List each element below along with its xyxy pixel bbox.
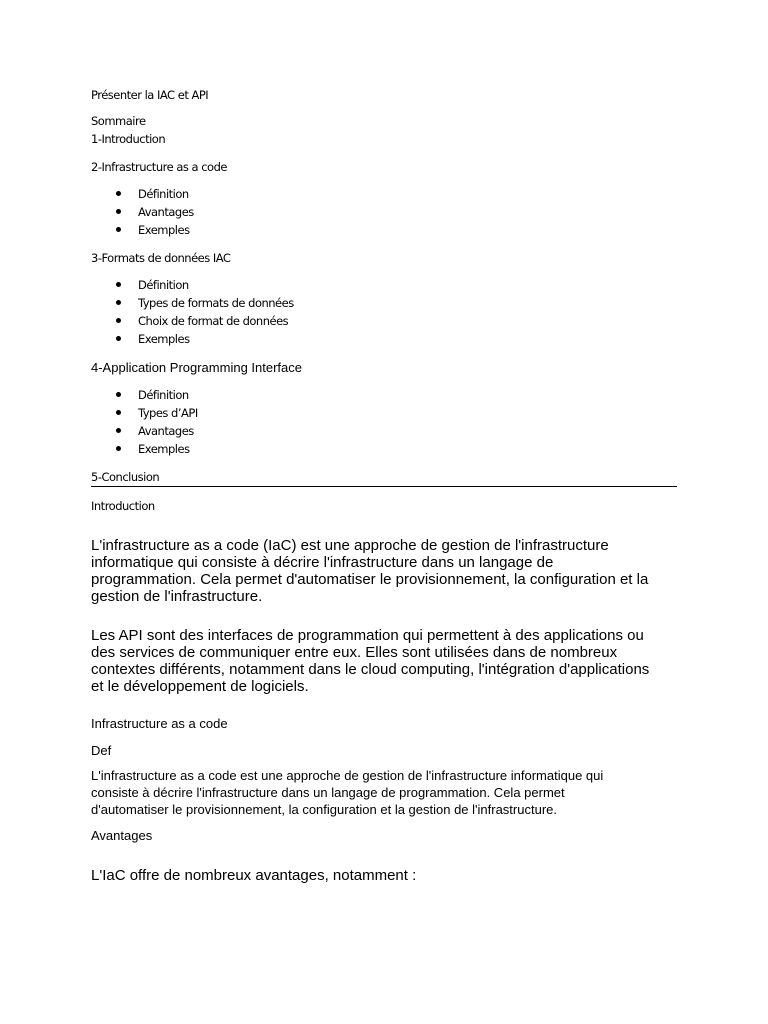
paragraph-line: informatique qui consiste à décrire l'infrastructure dans un langage de xyxy=(91,554,554,571)
def-paragraph xyxy=(91,767,603,818)
summary-item-introduction: 1-Introduction xyxy=(91,132,166,146)
paragraph-line: programmation. Cela permet d'automatiser le provisionnement, la configuration et la xyxy=(91,571,649,588)
bullet-item: Exemples xyxy=(91,440,198,458)
section-divider xyxy=(91,486,677,487)
summary-bullet-list xyxy=(91,185,194,239)
summary-heading: Sommaire xyxy=(91,114,146,128)
paragraph-line: contextes différents, notamment dans le cloud computing, l'intégration d'applications xyxy=(91,661,650,678)
bullet-item: Définition xyxy=(91,386,198,404)
summary-bullet-list xyxy=(91,386,198,458)
iac-heading: Infrastructure as a code xyxy=(91,716,228,731)
bullet-item: Choix de format de données xyxy=(91,312,294,330)
paragraph-line: L'infrastructure as a code est une approche de gestion de l'infrastructure informatique qui xyxy=(91,768,604,783)
bullet-item: Exemples xyxy=(91,221,194,239)
paragraph-line: gestion de l'infrastructure. xyxy=(91,588,263,605)
bullet-item: Définition xyxy=(91,276,294,294)
paragraph-line: des services de communiquer entre eux. Elles sont utilisées dans de nombreux xyxy=(91,644,618,661)
summary-section-title: 4-Application Programming Interface xyxy=(91,360,302,375)
summary-item-conclusion: 5-Conclusion xyxy=(91,470,160,484)
advantages-intro: L'IaC offre de nombreux avantages, notamment : xyxy=(91,867,417,884)
bullet-item: Avantages xyxy=(91,203,194,221)
paragraph-line: et le développement de logiciels. xyxy=(91,678,309,695)
paragraph-line: consiste à décrire l'infrastructure dans un langage de programmation. Cela permet xyxy=(91,785,565,800)
def-heading: Def xyxy=(91,743,112,758)
bullet-item: Exemples xyxy=(91,330,294,348)
summary-section-title: 3-Formats de données IAC xyxy=(91,251,231,265)
introduction-heading: Introduction xyxy=(91,499,155,513)
summary-bullet-list xyxy=(91,276,294,348)
paragraph-line: L'infrastructure as a code (IaC) est une approche de gestion de l'infrastructure xyxy=(91,537,609,554)
summary-section-title: 2-Infrastructure as a code xyxy=(91,160,227,174)
introduction-paragraph-iac xyxy=(91,537,648,605)
document-title: Présenter la IAC et API xyxy=(91,88,209,102)
introduction-paragraph-api xyxy=(91,627,649,695)
bullet-item: Types d’API xyxy=(91,404,198,422)
bullet-item: Types de formats de données xyxy=(91,294,294,312)
paragraph-line: d'automatiser le provisionnement, la configuration et la gestion de l'infrastructure. xyxy=(91,802,557,817)
bullet-item: Avantages xyxy=(91,422,198,440)
bullet-item: Définition xyxy=(91,185,194,203)
advantages-heading: Avantages xyxy=(91,828,153,843)
paragraph-line: Les API sont des interfaces de programmation qui permettent à des applications ou xyxy=(91,627,644,644)
